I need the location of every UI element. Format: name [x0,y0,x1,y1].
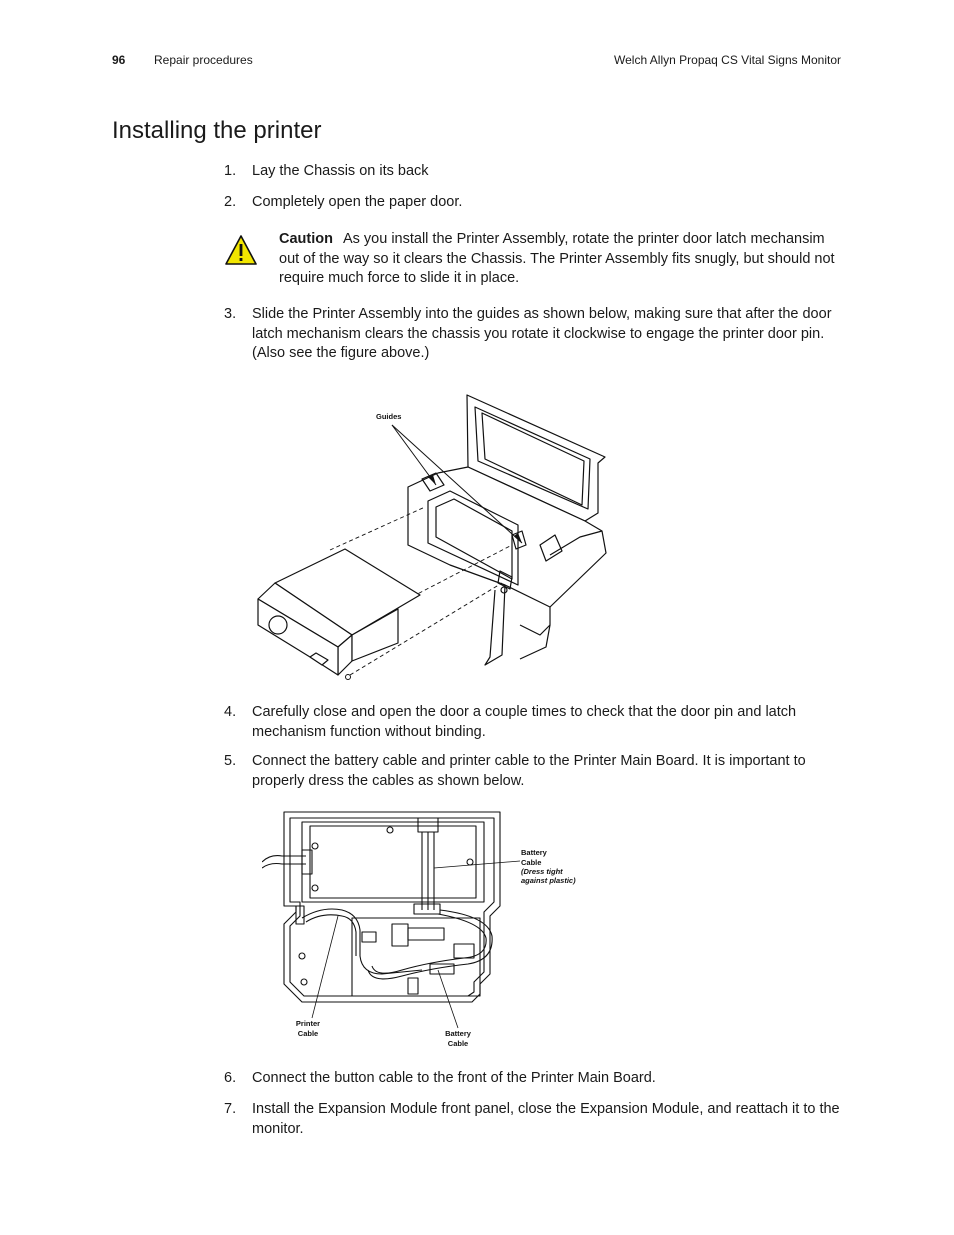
step-text: Lay the Chassis on its back [252,163,429,179]
page-number: 96 [112,53,126,67]
warning-icon [224,234,258,266]
page-title: Installing the printer [112,117,322,144]
caution-text-block [279,230,844,289]
cable-dressing-figure [262,806,592,1056]
step-2 [224,193,844,213]
step-text: Slide the Printer Assembly into the guides as shown below, making sure that after the door latch mechanism clears the chassis you rotate it clockwise to engage the printer door pin. (Also see the figure above.) [252,306,832,361]
battery-cable-note-2: against plastic) [521,876,576,885]
step-1 [224,162,844,182]
caution-text: As you install the Printer Assembly, rotate the printer door latch mechansim out of the way so it clears the Chassis. The Printer Assembly fits snugly, but should not require much force to slide it in place. [279,231,835,286]
step-5 [224,752,844,791]
step-number: 5. [224,753,237,769]
section-name: Repair procedures [154,53,253,67]
battery-cable-bottom-label-1: Battery [445,1029,471,1038]
step-number: 1. [224,163,237,179]
battery-cable-label-2: Cable [521,858,542,867]
printer-installation-figure [250,385,620,685]
step-text: Completely open the paper door. [252,194,463,210]
cable-dressing-drawing [262,806,592,1056]
step-text: Connect the button cable to the front of the Printer Main Board. [252,1070,656,1086]
guides-label: Guides [376,412,402,421]
step-number: 2. [224,194,237,210]
step-number: 6. [224,1070,237,1086]
step-number: 3. [224,306,237,322]
printer-cable-label-1: Printer [295,1019,321,1028]
step-text: Install the Expansion Module front panel, close the Expansion Module, and reattach it to the monitor. [252,1101,840,1137]
printer-cable-label-2: Cable [297,1029,319,1038]
battery-cable-label-1: Battery [521,848,547,857]
book-title: Welch Allyn Propaq CS Vital Signs Monitor [614,53,841,67]
battery-cable-note-1: (Dress tight [521,867,563,876]
step-4 [224,703,844,742]
step-number: 7. [224,1101,237,1117]
caution-label: Caution [279,231,333,247]
step-6 [224,1069,844,1089]
step-number: 4. [224,704,237,720]
battery-cable-bottom-label-2: Cable [447,1039,469,1048]
step-text: Connect the battery cable and printer cable to the Printer Main Board. It is important to properly dress the cables as shown below. [252,753,806,789]
printer-installation-drawing [250,385,620,685]
step-7 [224,1100,844,1139]
step-text: Carefully close and open the door a couple times to check that the door pin and latch mechanism function without binding. [252,704,797,740]
step-3 [224,305,844,364]
